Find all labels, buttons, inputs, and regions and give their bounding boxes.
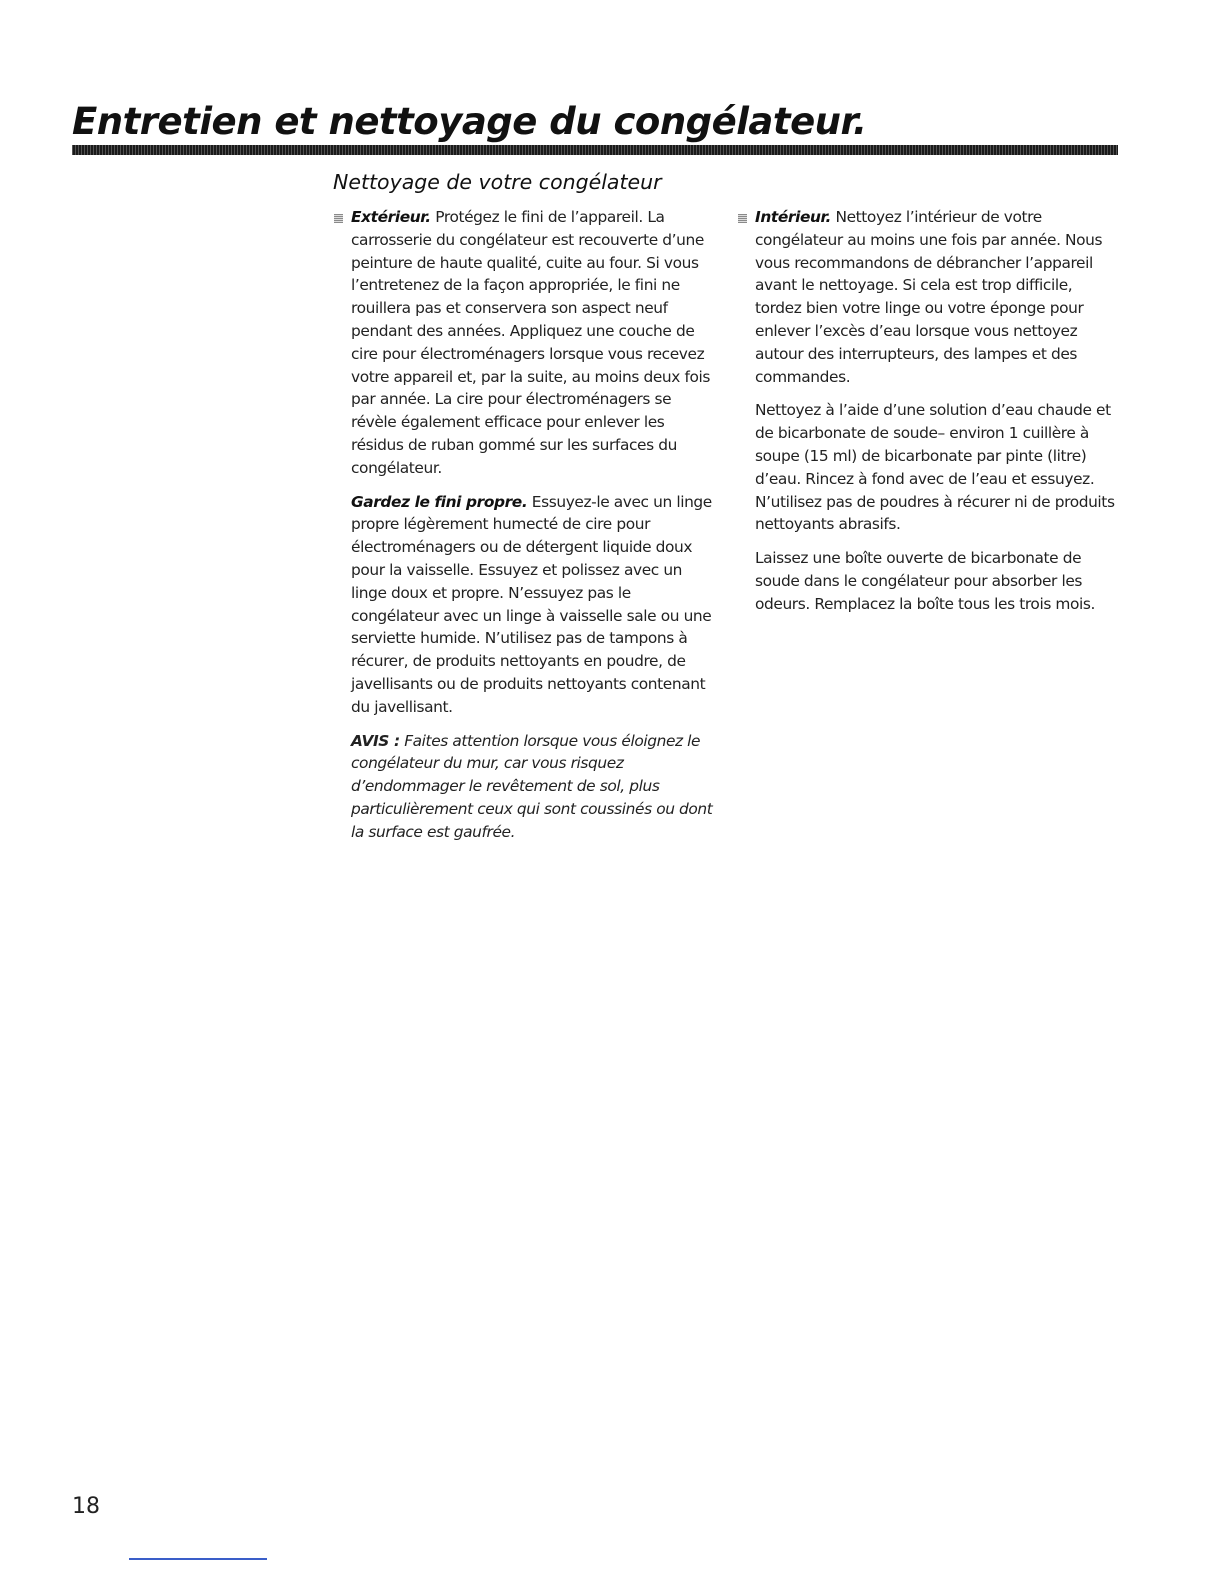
notice-paragraph [332,730,714,844]
exterior-paragraph [332,206,714,480]
left-column [332,206,714,855]
solution-paragraph: Nettoyez à l’aide d’une solution d’eau chaude et de bicarbonate de soude– environ 1 cuillère à soupe (15 ml) de bicarbonate par pinte (litre) d’eau. Rincez à fond avec de l’eau et essuyez. N’utilisez pas de poudres à récurer ni de produits nettoyants abrasifs. [755,401,1115,534]
interior-text: Nettoyez l’intérieur de votre congélateur au moins une fois par année. Nous vous recommandons de débrancher l’appareil avant le nettoyage. Si cela est trop difficile, tordez bien votre linge ou votre éponge pour enlever l’excès d’eau lorsque vous nettoyez autour des interrupteurs, des lampes et des commandes. [755,208,1103,386]
notice-text: Faites attention lorsque vous éloignez le congélateur du mur, car vous risquez d’endommager le revêtement de sol, plus particulièrement ceux qui sont coussinés ou dont la surface est gaufrée. [351,731,713,841]
interior-lead: Intérieur. [755,208,831,226]
keep-clean-paragraph [332,491,714,719]
keep-clean-lead: Gardez le fini propre. [351,492,528,511]
square-bullet-icon [334,214,343,223]
keep-clean-text: Essuyez-le avec un linge propre légèrement humecté de cire pour électroménagers ou de détergent liquide doux pour la vaisselle. Essuyez et polissez avec un linge doux et propre. N’essuyez pas le congélateur avec un linge à vaisselle sale ou une serviette humide. N’utilisez pas de tampons à récurer, de produits nettoyants en poudre, de javellisants ou de produits nettoyants contenant du javellisant. [351,492,712,716]
interior-paragraph [736,206,1118,388]
section-heading: Nettoyage de votre congélateur [333,170,662,194]
footer-link[interactable] [129,1558,267,1560]
right-column [736,206,1118,627]
page-number: 18 [72,1494,100,1519]
title-rule [72,145,1118,155]
exterior-text: Protégez le fini de l’appareil. La carrosserie du congélateur est recouverte d’une peinture de haute qualité, cuite au four. Si vous l’entretenez de la façon appropriée, le fini ne rouillera pas et conservera son aspect neuf pendant des années. Appliquez une couche de cire pour électroménagers lorsque vous recevez votre appareil et, par la suite, au moins deux fois par année. La cire pour électroménagers se révèle également efficace pour enlever les résidus de ruban gommé sur les surfaces du congélateur. [351,208,711,477]
square-bullet-icon [738,214,747,223]
page-title: Entretien et nettoyage du congélateur. [72,100,867,143]
box-paragraph: Laissez une boîte ouverte de bicarbonate de soude dans le congélateur pour absorber les odeurs. Remplacez la boîte tous les trois mois. [755,549,1096,613]
notice-label: AVIS : [351,731,400,750]
exterior-lead: Extérieur. [351,208,431,226]
